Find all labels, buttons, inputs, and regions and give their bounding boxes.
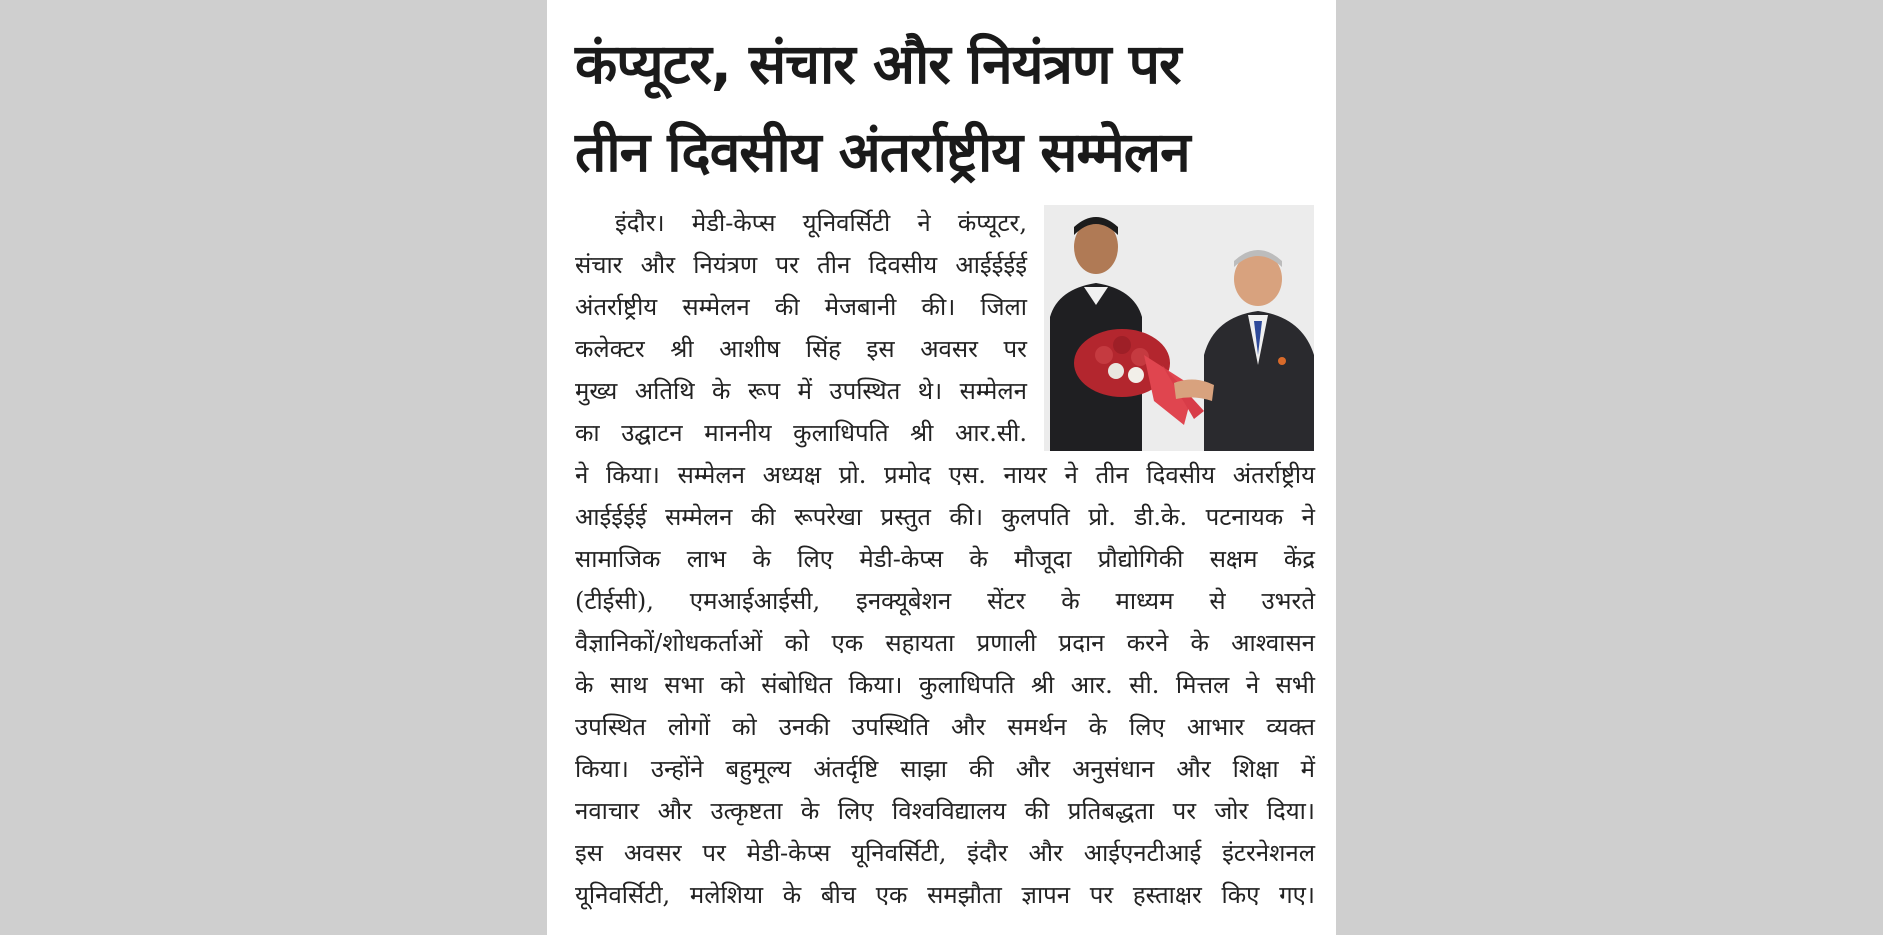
body-line: आईईईई सम्मेलन की रूपरेखा प्रस्तुत की। कुलपति प्रो. डी.के. पटनायक ने <box>575 503 1315 531</box>
body-line: वैज्ञानिकों/शोधकर्ताओं को एक सहायता प्रणाली प्रदान करने के आश्वासन <box>575 629 1315 657</box>
article-body <box>575 202 1315 916</box>
body-line: यूनिवर्सिटी, मलेशिया के बीच एक समझौता ज्ञापन पर हस्ताक्षर किए गए। <box>575 881 1315 909</box>
body-line: किया। उन्होंने बहुमूल्य अंतर्दृष्टि साझा की और अनुसंधान और शिक्षा में <box>575 755 1315 783</box>
body-line: ने किया। सम्मेलन अध्यक्ष प्रो. प्रमोद एस. नायर ने तीन दिवसीय अंतर्राष्ट्रीय <box>575 461 1315 489</box>
body-line: इस अवसर पर मेडी-केप्स यूनिवर्सिटी, इंदौर और आईएनटीआई इंटरनेशनल <box>575 839 1315 867</box>
article-headline <box>575 20 1315 196</box>
newspaper-clipping <box>547 0 1336 935</box>
headline-line-2: तीन दिवसीय अंतर्राष्ट्रीय सम्मेलन <box>575 120 1190 184</box>
body-line: अंतर्राष्ट्रीय सम्मेलन की मेजबानी की। जिला <box>575 293 1027 321</box>
body-line: सामाजिक लाभ के लिए मेडी-केप्स के मौजूदा प्रौद्योगिकी सक्षम केंद्र <box>575 545 1315 573</box>
body-line: (टीईसी), एमआईआईसी, इनक्यूबेशन सेंटर के माध्यम से उभरते <box>575 587 1315 615</box>
body-line: संचार और नियंत्रण पर तीन दिवसीय आईईईई <box>575 251 1027 279</box>
body-line: उपस्थित लोगों को उनकी उपस्थिति और समर्थन के लिए आभार व्यक्त <box>575 713 1315 741</box>
body-line: का उद्घाटन माननीय कुलाधिपति श्री आर.सी. <box>575 419 1027 447</box>
body-line: इंदौर। मेडी-केप्स यूनिवर्सिटी ने कंप्यूटर, <box>615 209 1027 237</box>
body-line: मुख्य अतिथि के रूप में उपस्थित थे। सम्मेलन <box>575 377 1027 405</box>
body-line: नवाचार और उत्कृष्टता के लिए विश्वविद्यालय की प्रतिबद्धता पर जोर दिया। <box>575 797 1315 825</box>
body-line: के साथ सभा को संबोधित किया। कुलाधिपति श्री आर. सी. मित्तल ने सभी <box>575 671 1315 699</box>
headline-line-1: कंप्यूटर, संचार और नियंत्रण पर <box>575 32 1181 96</box>
body-line: कलेक्टर श्री आशीष सिंह इस अवसर पर <box>575 335 1027 363</box>
